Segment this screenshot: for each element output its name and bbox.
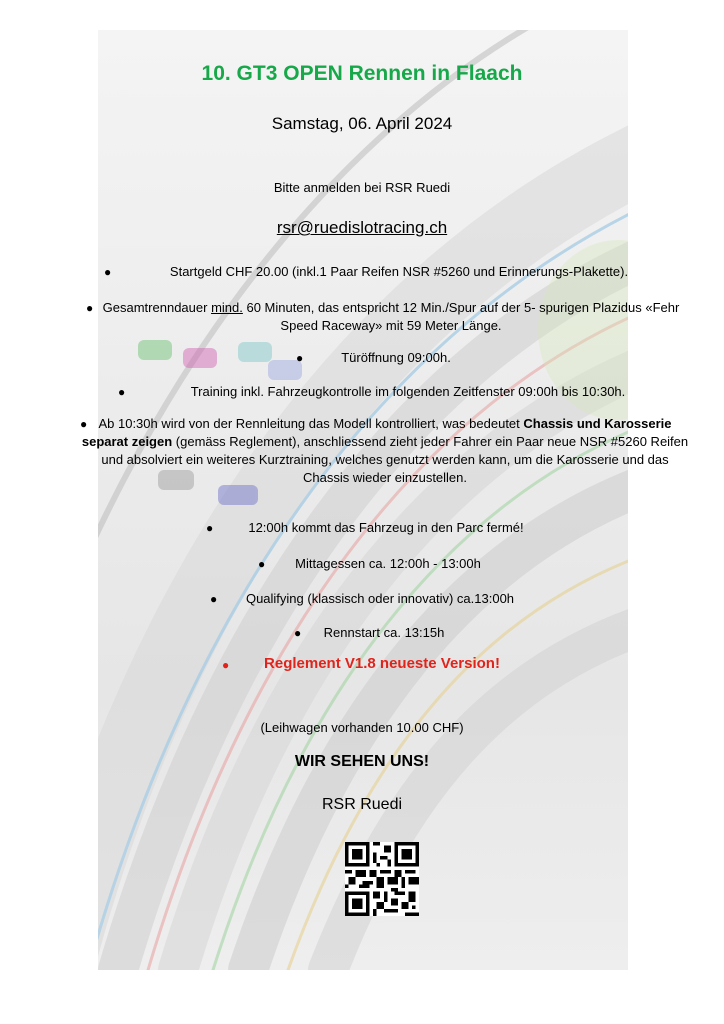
leihwagen-note: (Leihwagen vorhanden 10.00 CHF) <box>260 720 464 735</box>
training-text: Training inkl. Fahrzeugkontrolle im folgenden Zeitfenster 09:00h bis 10:30h. <box>190 384 626 399</box>
reglement-text: Reglement V1.8 neueste Version! <box>264 655 500 672</box>
list-item-tueroeffnung <box>296 349 496 367</box>
qualifying-text: Qualifying (klassisch oder innovativ) ca.13:00h <box>245 591 515 606</box>
closing-text: WIR SEHEN UNS! <box>294 753 430 770</box>
signature: RSR Ruedi <box>321 796 403 813</box>
bullet-icon: ● <box>80 417 88 431</box>
email-link[interactable]: rsr@ruedislotracing.ch <box>276 218 448 237</box>
kontrolle-text-b: (gemäss Reglement), anschliessend zieht jeder Fahrer ein Paar neue NSR #5260 Reifen und absolviert ein weiteres Kurztraining, welches genutzt werden kann, um die Karosserie und das Chassis wieder einzustellen. <box>101 434 689 485</box>
bullet-icon: ● <box>86 301 94 315</box>
dauer-text: 60 Minuten, das entspricht 12 Min./Spur auf der 5- spurigen Plazidus «Fehr Speed Raceway» mit 59 Meter Länge. <box>242 300 680 333</box>
list-item-kontrolle <box>80 415 690 487</box>
list-item-reglement <box>222 655 542 673</box>
kontrolle-text-a: Ab 10:30h wird von der Rennleitung das Modell kontrolliert, was bedeutet <box>98 416 524 431</box>
startgeld-text: Startgeld CHF 20.00 (inkl.1 Paar Reifen NSR #5260 und Erinnerungs-Plakette). <box>169 264 629 279</box>
parc-ferme-text: 12:00h kommt das Fahrzeug in den Parc fermé! <box>248 520 524 535</box>
list-item-startgeld <box>104 263 694 281</box>
bullet-icon: ● <box>222 658 230 672</box>
qr-code-icon[interactable] <box>345 842 419 916</box>
tueroeffnung-text: Türöffnung 09:00h. <box>341 350 451 365</box>
dauer-prefix: Gesamtrenndauer <box>102 300 212 315</box>
bullet-icon: ● <box>206 521 214 535</box>
list-item-training <box>118 383 698 401</box>
list-item-parc-ferme <box>206 519 566 537</box>
bullet-icon: ● <box>104 265 112 279</box>
page-title: 10. GT3 OPEN Rennen in Flaach <box>201 62 523 85</box>
list-item-qualifying <box>210 590 550 608</box>
rennstart-text: Rennstart ca. 13:15h <box>323 625 445 640</box>
bullet-icon: ● <box>210 592 218 606</box>
event-date: Samstag, 06. April 2024 <box>271 114 453 133</box>
list-item-rennstart <box>294 624 474 642</box>
dauer-mind: mind. <box>211 300 243 315</box>
registration-text: Bitte anmelden bei RSR Ruedi <box>273 180 451 195</box>
kontrolle-bold: Chassis und Karosserie separat zeigen <box>81 416 672 449</box>
list-item-mittagessen <box>258 555 518 573</box>
list-item-dauer <box>86 299 696 335</box>
bullet-icon: ● <box>294 626 302 640</box>
mittagessen-text: Mittagessen ca. 12:00h - 13:00h <box>295 556 481 571</box>
bullet-icon: ● <box>118 385 126 399</box>
bullet-icon: ● <box>296 351 304 365</box>
bullet-icon: ● <box>258 557 266 571</box>
